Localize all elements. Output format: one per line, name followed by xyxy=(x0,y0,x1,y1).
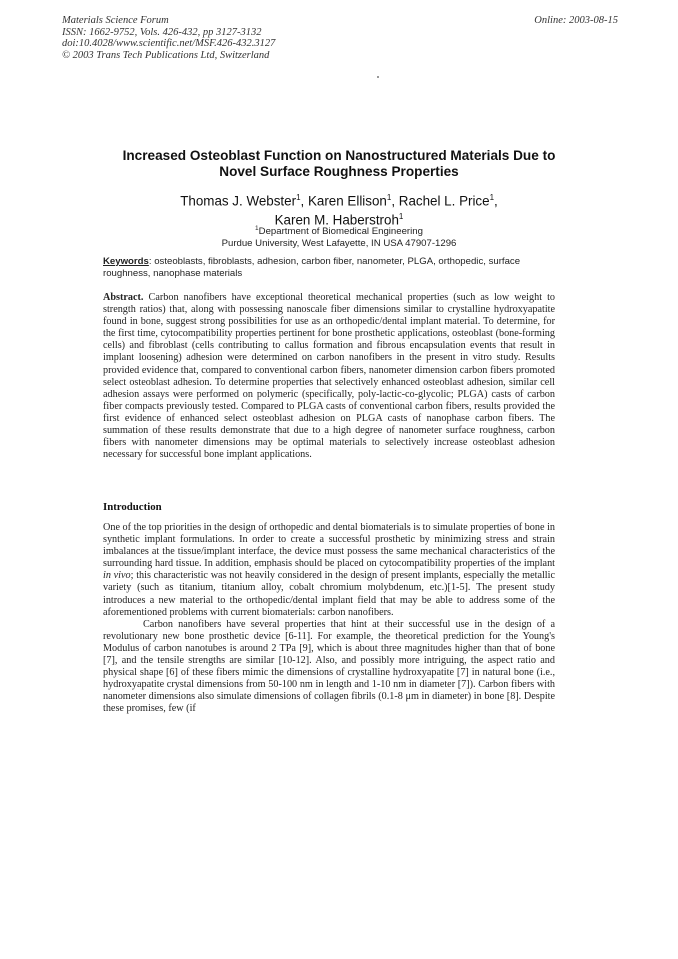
keywords-label: Keywords xyxy=(103,256,149,267)
introduction-heading: Introduction xyxy=(103,501,162,513)
journal-header xyxy=(62,15,618,61)
author-1-affil: 1 xyxy=(296,193,301,202)
issn-line: ISSN: 1662-9752, Vols. 426-432, pp 3127-3132 xyxy=(62,26,262,38)
affiliation-marker: 1 xyxy=(255,225,259,232)
title-line-1: Increased Osteoblast Function on Nanostructured Materials Due to xyxy=(122,148,556,163)
author-1: Thomas J. Webster xyxy=(180,193,297,209)
affiliation-line-2: Purdue University, West Lafayette, IN USA 47907-1296 xyxy=(221,237,457,249)
author-2-affil: 1 xyxy=(386,193,392,202)
paper-title xyxy=(70,148,608,180)
intro-paragraph-2: Carbon nanofibers have several properties that hint at their successful use in the design of a revolutionary new bone prosthetic device [6-11]. For example, the theoretical prediction for the Young's Modulus of carbon nanotubes is around 2 TPa [9], which is about three magnitudes higher than that of bone [7], and the tensile strengths are similar [10-12]. Also, and possibly more intriguing, the aspect ratio and physical shape [6] of these fibers mimic the dimensions of crystalline hydroxyapatite [7] in natural bone (i.e., hydroxyapatite crystal dimensions from 50-100 nm in length and 1-10 nm in diameter [7]). Carbon fibers with nanometer dimensions also simulate dimensions of collagen fibrils (0.1-8 μm in diameter) in bone [8]. Despite these promises, few (if xyxy=(103,618,555,715)
online-date: Online: 2003-08-15 xyxy=(534,15,618,26)
affiliation xyxy=(70,223,608,249)
intro-p1-part1: One of the top priorities in the design of orthopedic and dental biomaterials is to simulate properties of bone in synthetic implant formulations. In order to create a successful prosthetic by minimizing stress and strain imbalances at the tissue/implant interface, the device must possess the same mechanical characteristics of the surrounding hard tissue. In addition, emphasis should be placed on cytocompatibility properties of the implant xyxy=(103,522,555,570)
intro-paragraph-1 xyxy=(103,522,555,619)
department: Department of Biomedical Engineering xyxy=(258,226,423,238)
abstract-label: Abstract. xyxy=(103,292,144,303)
author-4-affil: 1 xyxy=(398,212,404,222)
journal-name: Materials Science Forum xyxy=(62,15,169,26)
title-line-2: Novel Surface Roughness Properties xyxy=(219,164,459,179)
copyright-line: © 2003 Trans Tech Publications Ltd, Switzerland xyxy=(62,49,270,61)
scan-mark xyxy=(377,76,379,78)
authors-line-1: Thomas J. Webster$^1$, Karen Ellison$^1$, Rachel L. Price$^1$, xyxy=(180,193,498,209)
doi-line: doi:10.4028/www.scientific.net/MSF.426-432.3127 xyxy=(62,38,276,49)
affiliation-line-1 xyxy=(70,223,608,238)
keywords-text: : osteoblasts, fibroblasts, adhesion, carbon fiber, nanometer, PLGA, orthopedic, surface roughness, nanophase materials xyxy=(103,256,521,279)
author-3-affil: 1 xyxy=(489,193,495,202)
author-2: Karen Ellison xyxy=(307,193,387,209)
intro-p1-italic: in vivo xyxy=(103,570,131,582)
abstract-block xyxy=(103,292,555,461)
intro-p1-part2: ; this characteristic was not heavily considered in the design of present implants, especially the metallic variety (such as titanium, titanium alloy, cobalt chromium molybdenum, etc.)[1-5]. The present study introduces a new material to the orthopedic/dental implant field that may be able to address some of the aforementioned problems with current biomaterials: carbon nanofibers. xyxy=(103,570,555,618)
author-4: Karen M. Haberstroh xyxy=(274,212,399,228)
keywords-block xyxy=(103,256,555,279)
author-3: Rachel L. Price xyxy=(398,193,490,209)
introduction-body xyxy=(103,522,555,716)
abstract-text: Carbon nanofibers have exceptional theoretical mechanical properties (such as low weight to strength ratios) that, along with possessing nanoscale fiber dimensions similar to crystalline hydroxyapatite found in bone, suggest strong possibilities for use as an orthopedic/dental implant material. To determine, for the first time, cytocompatibility properties pertinent for bone prosthetic applications, osteoblast (bone-forming cells) and fibroblast (cells contributing to callus formation and fibrous encapsulation events that result in implant loosening) adhesion were determined on carbon nanofibers in the present in vitro study. Results provided evidence that, compared to conventional carbon fibers, nanometer dimension carbon fibers promoted select osteoblast adhesion. To determine properties that selectively enhanced osteoblast adhesion, similar cell adhesion assays were performed on polymeric (specifically, poly-lactic-co-glycolic; PLGA) casts of carbon fiber compacts previously tested. Compared to PLGA casts of conventional carbon fibers, results provided the first evidence of enhanced select osteoblast adhesion on PLGA casts of nanophase carbon fibers. The summation of these results demonstrate that due to a high degree of nanometer surface roughness, carbon fibers with nanometer dimensions may be optimal materials to selectively increase osteoblast adhesion necessary for successful bone implant applications. xyxy=(103,292,556,461)
